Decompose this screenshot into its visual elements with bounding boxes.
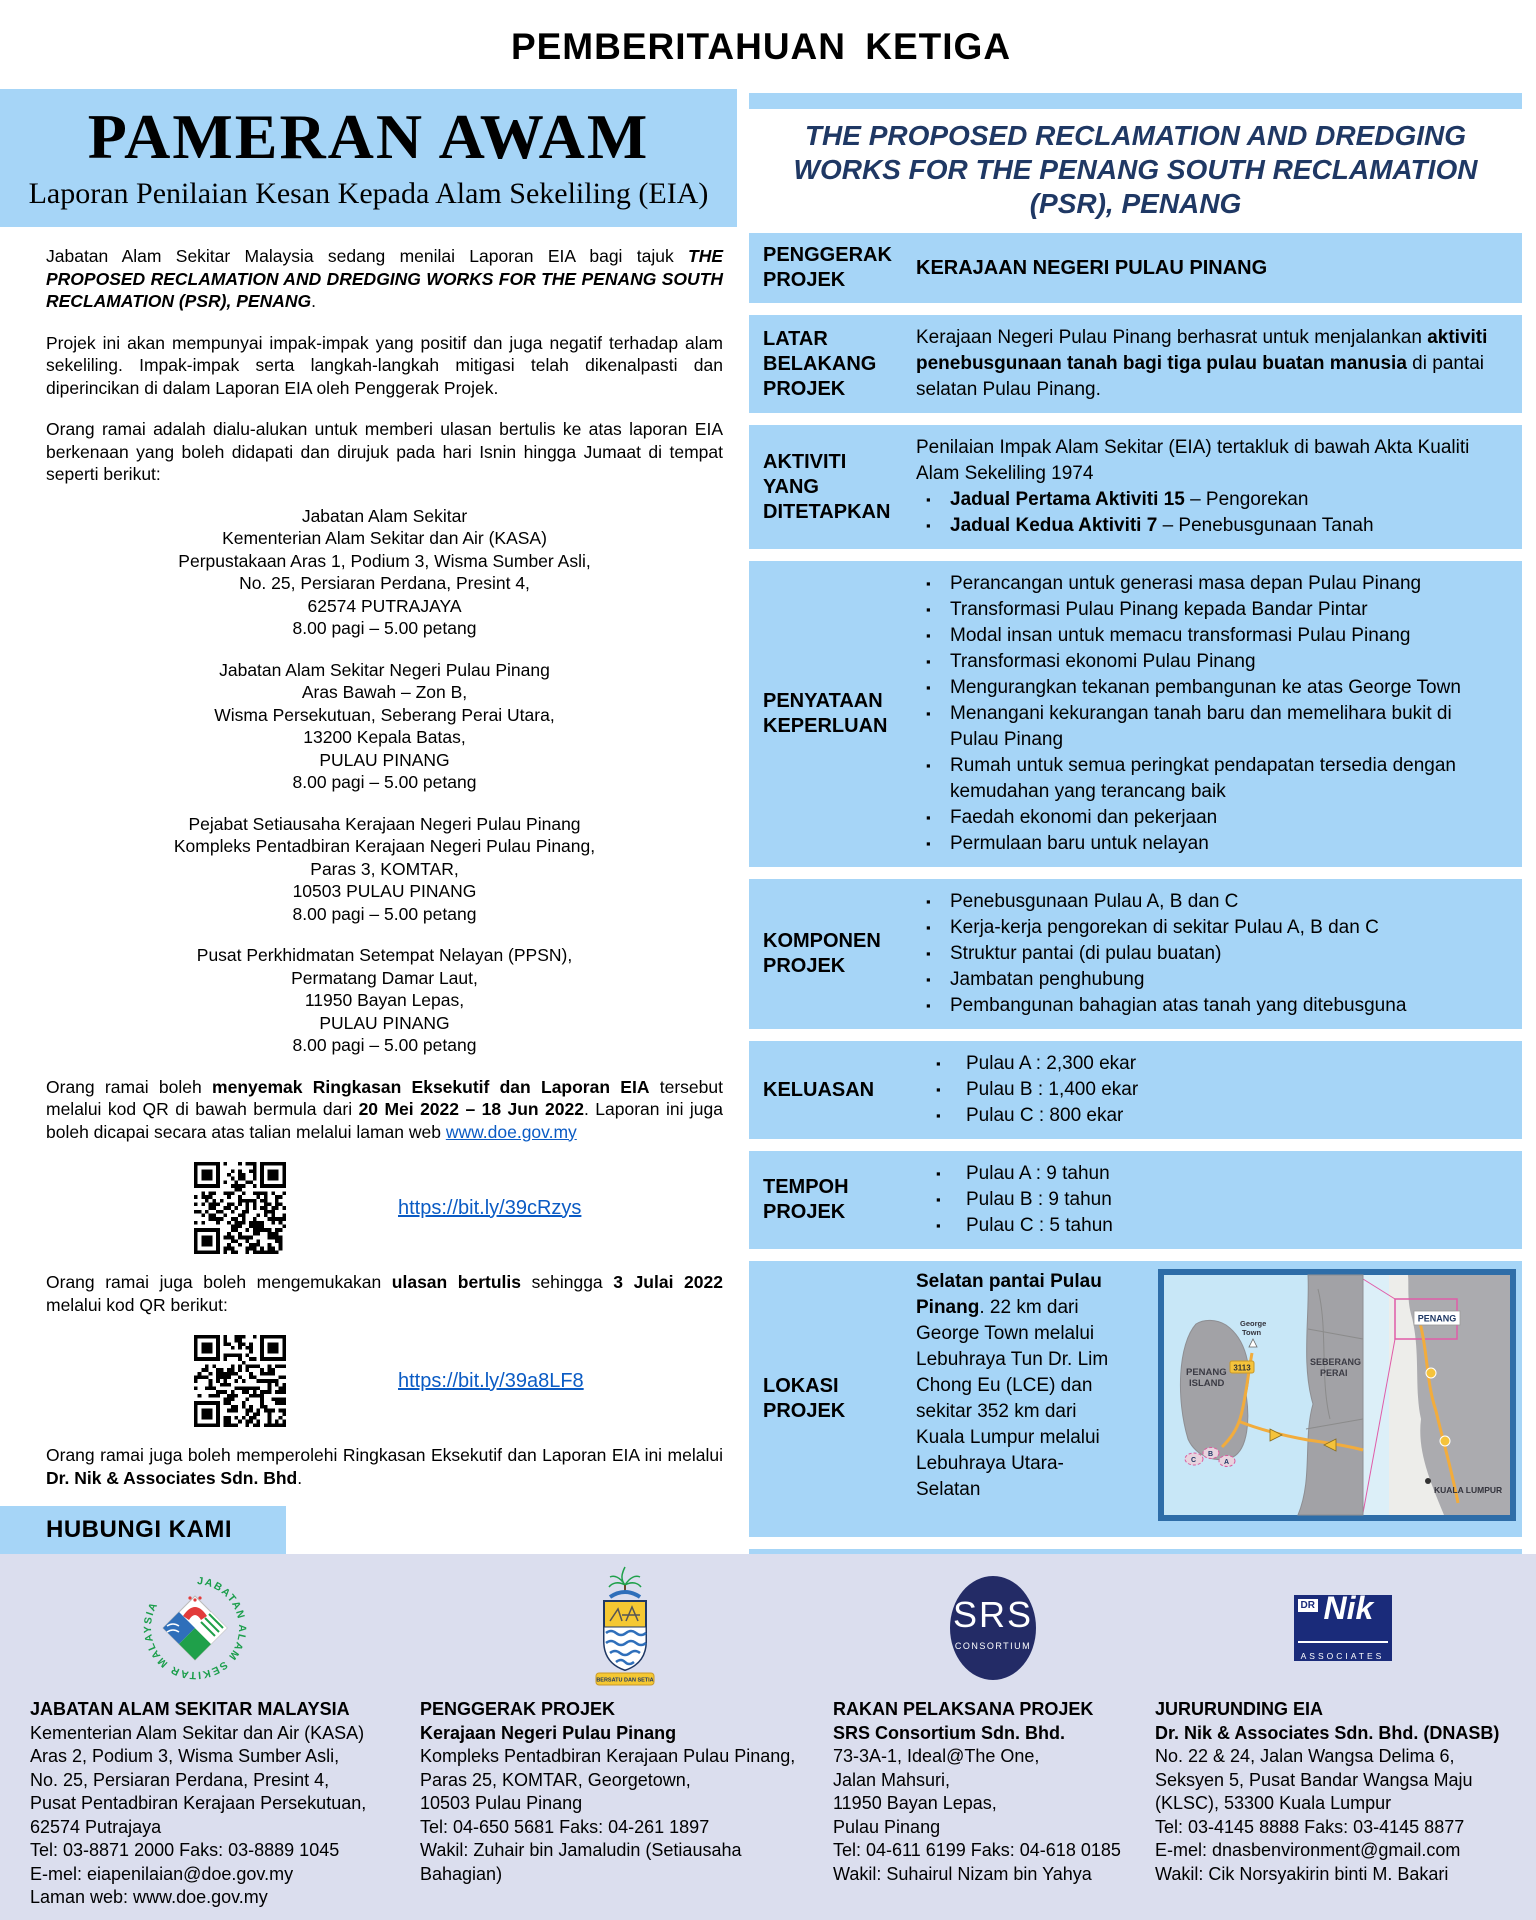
island-c-label: C [1191,1457,1197,1464]
address-line: 62574 PUTRAJAYA [307,595,462,616]
contact-line: Tel: 04-650 5681 Faks: 04-261 1897 [420,1816,710,1837]
contact-line: Pulau Pinang [833,1816,941,1837]
bullet-item: ▪ Menangani kekurangan tanah baru dan memelihara bukit di Pulau Pinang [916,701,1504,753]
row-intro: Penilaian Impak Alam Sekitar (EIA) tertakluk di bawah Akta Kualiti Alam Sekeliling 1974 [916,437,1470,484]
penang-motto: BERSATU DAN SETIA [596,1677,654,1684]
kuala-lumpur-dot [1425,1478,1431,1484]
org-role: JURURUNDING EIA [1155,1699,1324,1719]
bullet-list [916,889,1504,1019]
srs-logo-subtext: CONSORTIUM [954,1641,1032,1652]
contact-line: Wakil: Suhairul Nizam bin Yahya [833,1863,1092,1884]
qr-code-report [194,1162,286,1254]
contact-line: Kementerian Alam Sekitar dan Air (KASA) [30,1722,365,1743]
contact-line: Tel: 03-4145 8888 Faks: 03-4145 8877 [1155,1816,1465,1837]
bullet-item: ▪ Mengurangkan tekanan pembangunan ke atas George Town [916,675,1504,701]
table-row-penggerak-projek [749,233,1522,303]
bullet-item: ▪ Modal insan untuk memacu transformasi Pulau Pinang [916,623,1504,649]
contact-heading-band [0,1506,286,1554]
bullet-item: ▪ Kerja-kerja pengorekan di sekitar Pulau A, B dan C [916,915,1504,941]
address-line: Paras 3, KOMTAR, [310,858,459,879]
contact-heading: HUBUNGI KAMI [46,1516,232,1543]
table-row-penyataan-keperluan [749,561,1522,867]
jas-logo-icon [137,1570,253,1686]
banner-title: PAMERAN AWAM [87,101,650,172]
row-label: KELUASAN [763,1078,875,1101]
left-column [0,89,737,1508]
row-label: LATAR BELAKANG PROJEK [763,327,877,400]
row-label: LOKASI PROJEK [763,1375,846,1422]
address-line: Pejabat Setiausaha Kerajaan Negeri Pulau Pinang [188,813,581,834]
bullet-item: ▪ Pulau C : 800 ekar [916,1103,1504,1129]
highway-badge-icon [1426,1368,1436,1378]
table-row-aktiviti [749,425,1522,549]
contact-line: No. 25, Persiaran Perdana, Presint 4, [30,1769,330,1790]
contact-line: Wakil: Zuhair bin Jamaludin (Setiausaha [420,1840,742,1860]
org-name: SRS Consortium Sdn. Bhd. [833,1722,1065,1743]
inset-penang-label: PENANG [1417,1313,1457,1324]
bullet-item: ▪ Permulaan baru untuk nelayan [916,831,1504,857]
address-line: Jabatan Alam Sekitar [301,505,468,526]
address-line: 8.00 pagi – 5.00 petang [292,1035,477,1055]
contact-column-penang [420,1564,830,1886]
contact-line: (KLSC), 53300 Kuala Lumpur [1155,1793,1392,1813]
bullet-item: ▪ Transformasi Pulau Pinang kepada Bandar Pintar [916,597,1504,623]
address-line: 10503 PULAU PINANG [292,881,477,901]
contact-line: Wakil: Cik Norsyakirin binti M. Bakari [1155,1863,1449,1884]
table-row-keluasan [749,1041,1522,1139]
inset-kl-label: KUALA LUMPUR [1434,1485,1503,1495]
report-bitly-link[interactable]: https://bit.ly/39cRzys [398,1196,582,1219]
address-line: Kompleks Pentadbiran Kerajaan Negeri Pulau Pinang, [173,836,596,856]
qr-row-comments [194,1335,723,1427]
row-label: PENGGERAK PROJEK [763,244,892,291]
bullet-item: ▪ Perancangan untuk generasi masa depan Pulau Pinang [916,571,1504,597]
highway-badge-icon [1440,1436,1450,1446]
contact-column-doe [30,1564,367,1910]
contact-line: Jalan Mahsuri, [833,1769,951,1790]
project-info-table [749,93,1522,1563]
address-line: Permatang Damar Laut, [291,967,478,988]
table-row-komponen-projek [749,879,1522,1029]
bullet-item: ▪ Transformasi ekonomi Pulau Pinang [916,649,1504,675]
contact-line: Paras 25, KOMTAR, Georgetown, [420,1769,691,1790]
srs-logo-text: SRS [952,1594,1034,1636]
contact-column-drnik [1155,1564,1530,1886]
qr-row-report [194,1162,723,1254]
doe-website-link[interactable]: www.doe.gov.my [445,1121,577,1142]
row-value: Kerajaan Negeri Pulau Pinang berhasrat untuk menjalankan aktiviti penebusgunaan tanah bagi tiga pulau buatan manusia di pantai selatan Pulau Pinang. [916,327,1488,400]
viewing-location-3 [46,813,723,926]
bullet-item: ▪ Pulau C : 5 tahun [916,1213,1504,1239]
banner-subtitle: Laporan Penilaian Kesan Kepada Alam Sekeliling (EIA) [28,177,709,210]
org-name: JABATAN ALAM SEKITAR MALAYSIA [30,1699,350,1719]
row-label: AKTIVITI YANG DITETAPKAN [763,450,891,523]
table-top-strip [749,93,1522,109]
bullet-list [916,1051,1504,1129]
table-row-tempoh-projek [749,1151,1522,1249]
srs-logo-icon [950,1576,1036,1680]
contact-line: E-mel: eiapenilaian@doe.gov.my [30,1863,294,1884]
address-line: 13200 Kepala Batas, [303,727,466,747]
contact-column-srs [833,1564,1153,1886]
comments-bitly-link[interactable]: https://bit.ly/39a8LF8 [398,1369,584,1392]
bullet-item: ▪ Pembangunan bahagian atas tanah yang ditebusguna [916,993,1504,1019]
bullet-item: ▪ Rumah untuk semua peringkat pendapatan tersedia dengan kemudahan yang terancang baik [916,753,1504,805]
island-b-label: B [1208,1451,1214,1458]
bullet-item: ▪ Penebusgunaan Pulau A, B dan C [916,889,1504,915]
drnik-logo-name: Nik [1323,1590,1374,1626]
route-3113-label: 3113 [1233,1363,1251,1373]
contact-line: 10503 Pulau Pinang [420,1793,583,1813]
address-line: No. 25, Persiaran Perdana, Presint 4, [239,573,530,593]
table-row-lokasi-projek [749,1261,1522,1537]
bullet-item: ▪ Pulau B : 9 tahun [916,1187,1504,1213]
bullet-item: ▪ Pulau A : 9 tahun [916,1161,1504,1187]
contact-line: No. 22 & 24, Jalan Wangsa Delima 6, [1155,1746,1455,1766]
viewing-location-1 [46,505,723,640]
row-value: KERAJAAN NEGERI PULAU PINANG [916,257,1268,279]
address-line: PULAU PINANG [319,749,450,770]
bullet-item: ▪ Jadual Kedua Aktiviti 7 – Penebusgunaan Tanah [916,513,1504,539]
impacts-paragraph: Projek ini akan mempunyai impak-impak yang positif dan juga negatif terhadap alam sekeliling. Impak-impak serta langkah-langkah mitigasi telah dikenalpasti dan diperincikan di dalam Laporan EIA oleh Penggerak Projek. [46,332,723,398]
address-line: PULAU PINANG [319,1012,450,1033]
contact-line: 11950 Bayan Lepas, [833,1793,997,1813]
address-line: 8.00 pagi – 5.00 petang [292,772,477,792]
intro-paragraph: Jabatan Alam Sekitar Malaysia sedang menilai Laporan EIA bagi tajuk THE PROPOSED RECLAMATION AND DREDGING WORKS FOR THE PENANG SOUTH RECLAMATION (PSR), PENANG. [46,246,723,311]
contact-line: Kompleks Pentadbiran Kerajaan Pulau Pinang, [420,1746,796,1766]
comments-paragraph: Orang ramai juga boleh mengemukakan ulasan bertulis sehingga 3 Julai 2022 melalui kod QR berikut: [46,1272,723,1315]
contact-line: Pusat Pentadbiran Kerajaan Persekutuan, [30,1793,367,1813]
bullet-list [916,487,1504,539]
penang-island-shape [1180,1320,1248,1459]
contact-line: Laman web: www.doe.gov.my [30,1887,268,1907]
address-line: Pusat Perkhidmatan Setempat Nelayan (PPSN), [196,945,573,965]
obtain-paragraph: Orang ramai juga boleh memperolehi Ringkasan Eksekutif dan Laporan EIA ini melalui Dr. Nik & Associates Sdn. Bhd. [46,1445,723,1488]
bullet-item: ▪ Struktur pantai (di pulau buatan) [916,941,1504,967]
contact-line: 62574 Putrajaya [30,1816,162,1837]
contact-line: 73-3A-1, Ideal@The One, [833,1746,1040,1766]
address-line: Aras Bawah – Zon B, [301,682,468,702]
row-label: TEMPOH PROJEK [763,1176,849,1223]
address-line: Jabatan Alam Sekitar Negeri Pulau Pinang [219,659,550,680]
org-name: Kerajaan Negeri Pulau Pinang [420,1722,677,1743]
contact-line: Tel: 03-8871 2000 Faks: 03-8889 1045 [30,1840,340,1860]
viewing-location-2 [46,659,723,794]
address-line: Wisma Persekutuan, Seberang Perai Utara, [214,704,555,725]
george-town-label: George Town [1240,1319,1267,1337]
org-name: Dr. Nik & Associates Sdn. Bhd. (DNASB) [1155,1722,1500,1743]
penang-crest-icon [592,1565,658,1691]
location-description: Selatan pantai Pulau Pinang. 22 km dari George Town melalui Lebuhraya Tun Dr. Lim Chong Eu (LCE) dan sekitar 352 km dari Kuala Lumpur melalui Lebuhraya Utara-Selatan [916,1271,1109,1500]
address-line: Kementerian Alam Sekitar dan Air (KASA) [222,528,547,548]
contact-line: E-mel: dnasbenvironment@gmail.com [1155,1840,1461,1860]
contact-section [0,1554,1536,1920]
page-title: PEMBERITAHUAN KETIGA [510,26,1012,67]
island-a-label: A [1224,1459,1230,1466]
contact-line: Seksyen 5, Pusat Bandar Wangsa Maju [1155,1769,1473,1790]
table-row-latar-belakang [749,315,1522,413]
bullet-list [916,571,1504,857]
address-line: 8.00 pagi – 5.00 petang [292,618,477,638]
org-role: PENGGERAK PROJEK [420,1699,616,1719]
bullet-item: ▪ Jambatan penghubung [916,967,1504,993]
qr-info-paragraph: Orang ramai boleh menyemak Ringkasan Eksekutif dan Laporan EIA tersebut melalui kod QR di bawah bermula dari 20 Mei 2022 – 18 Jun 2022. Laporan ini juga boleh dicapai secara atas talian melalui laman web www.doe.gov.my [46,1076,723,1142]
bullet-item: ▪ Pulau B : 1,400 ekar [916,1077,1504,1103]
row-label: KOMPONEN PROJEK [763,930,881,977]
pameran-awam-banner [0,89,737,227]
project-title: THE PROPOSED RECLAMATION AND DREDGING WORKS FOR THE PENANG SOUTH RECLAMATION (PSR), PENANG [749,109,1522,233]
qr-code-comments [194,1335,286,1427]
location-map [1158,1269,1516,1529]
drnik-logo-dr: DR [1298,1599,1318,1612]
contact-line: Aras 2, Podium 3, Wisma Sumber Asli, [30,1746,340,1766]
drnik-logo-subtext: ASSOCIATES [1300,1651,1385,1661]
viewing-location-4 [46,944,723,1057]
project-title-inline: THE PROPOSED RECLAMATION AND DREDGING WORKS FOR THE PENANG SOUTH RECLAMATION (PSR), PENANG [46,246,723,311]
contact-line: Bahagian) [420,1863,503,1884]
bullet-item: ▪ Pulau A : 2,300 ekar [916,1051,1504,1077]
row-label: PENYATAAN KEPERLUAN [763,690,888,737]
address-line: Perpustakaan Aras 1, Podium 3, Wisma Sumber Asli, [178,550,591,571]
left-body [0,227,737,1489]
org-role: RAKAN PELAKSANA PROJEK [833,1699,1094,1719]
address-line: 11950 Bayan Lepas, [304,990,465,1010]
drnik-logo-icon [1294,1590,1392,1661]
penang-island-label: PENANG ISLAND [1186,1367,1227,1389]
address-line: 8.00 pagi – 5.00 petang [292,903,477,924]
seberang-perai-label: SEBERANG PERAI [1310,1357,1362,1378]
bullet-item: ▪ Jadual Pertama Aktiviti 15 – Pengorekan [916,487,1504,513]
bullet-list [916,1161,1504,1239]
bullet-item: ▪ Faedah ekonomi dan pekerjaan [916,805,1504,831]
location-map-svg [1158,1269,1516,1521]
jas-ring-text: JABATAN ALAM SEKITAR MALAYSIA [141,1574,249,1682]
invitation-paragraph: Orang ramai adalah dialu-alukan untuk memberi ulasan bertulis ke atas laporan EIA berkenaan yang boleh didapati dan dirujuk pada hari Isnin hingga Jumaat di tempat seperti berikut: [46,419,723,484]
contact-line: Tel: 04-611 6199 Faks: 04-618 0185 [833,1840,1121,1860]
